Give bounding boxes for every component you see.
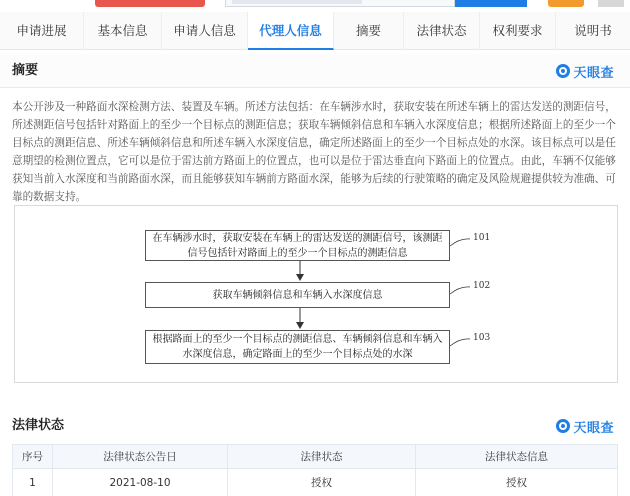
abstract-text: 本公开涉及一种路面水深检测方法、装置及车辆。所述方法包括：在车辆涉水时，获取安装在所述车辆上的雷达发送的测距信号，所述测距信号包括针对路面上的至少一个目标点的测距信息；获取车辆倾斜信息和车辆入水深度信息；根据所述路面上的至少一个目标点的测距信息、所述车辆倾斜信息和所述车辆入水深度信息，确定所述路面上的至少一个目标点处的水深。该目标点可以是任意期望的检测位置点，它可以是位于雷达前方路面上的位置点，也可以是位于雷达垂直向下路面上的位置点。由此，车辆不仅能够获知当前入水深度和当前路面水深，而且能够获知车辆前方路面水深，能够为后续的行驶策略的确定及风险规避提供较为准确、可靠的数据支持。	[12, 101, 616, 203]
flow-step-103: 根据路面上的至少一个目标点的测距信息、车辆倾斜信息和车辆入水深度信息，确定路面上的至少一个目标点处的水深	[145, 330, 450, 364]
flow-step-102: 获取车辆倾斜信息和车辆入水深度信息	[145, 282, 450, 308]
header-search-fragment[interactable]	[225, 0, 455, 7]
legal-status-table	[12, 444, 618, 496]
col-header-status: 法律状态	[228, 445, 416, 469]
col-header-date: 法律状态公告日	[53, 445, 228, 469]
header-search-button-fragment[interactable]	[455, 0, 527, 7]
tab-legal-status[interactable]: 法律状态	[404, 12, 480, 50]
brand-logo-legal[interactable]	[556, 417, 614, 435]
abstract-title: 摘要	[12, 63, 39, 78]
flow-step-label-103: 103	[473, 333, 491, 343]
top-header-fragment	[0, 0, 630, 10]
tab-application-progress[interactable]: 申请进展	[0, 12, 84, 50]
flow-step-101: 在车辆涉水时，获取安装在车辆上的雷达发送的测距信号，该测距信号包括针对路面上的至少一个目标点的测距信息	[145, 230, 450, 261]
brand-logo[interactable]	[556, 62, 614, 80]
tab-description[interactable]: 说明书	[574, 23, 612, 38]
cell-status-info: 授权	[416, 469, 618, 496]
tab-claims[interactable]: 权利要求	[480, 12, 556, 50]
header-user-fragment[interactable]	[598, 0, 624, 7]
patent-tab-bar	[0, 12, 630, 50]
cell-status: 授权	[228, 469, 416, 496]
abstract-section-header	[0, 54, 630, 88]
brand-name: 天眼查	[573, 65, 614, 81]
flow-step-label-101: 101	[473, 233, 491, 243]
eye-icon	[556, 419, 570, 433]
tab-agent-info[interactable]: 代理人信息	[248, 12, 334, 50]
header-vip-fragment[interactable]	[548, 0, 584, 7]
legal-section-header	[0, 410, 630, 442]
cell-index: 1	[13, 469, 53, 496]
brand-name: 天眼查	[573, 420, 614, 436]
header-red-button-fragment[interactable]	[95, 0, 205, 7]
flow-step-label-102: 102	[473, 281, 491, 291]
table-header-row	[13, 445, 618, 469]
tab-applicant-info[interactable]: 申请人信息	[162, 12, 248, 50]
tab-basic-info[interactable]: 基本信息	[84, 12, 162, 50]
col-header-status-info: 法律状态信息	[416, 445, 618, 469]
cell-date: 2021-08-10	[53, 469, 228, 496]
search-text-fragment	[232, 0, 362, 4]
table-row	[13, 469, 618, 496]
col-header-index: 序号	[13, 445, 53, 469]
tab-abstract[interactable]: 摘要	[334, 12, 404, 50]
eye-icon	[556, 64, 570, 78]
legal-title: 法律状态	[12, 418, 65, 433]
abstract-figure	[14, 205, 618, 383]
